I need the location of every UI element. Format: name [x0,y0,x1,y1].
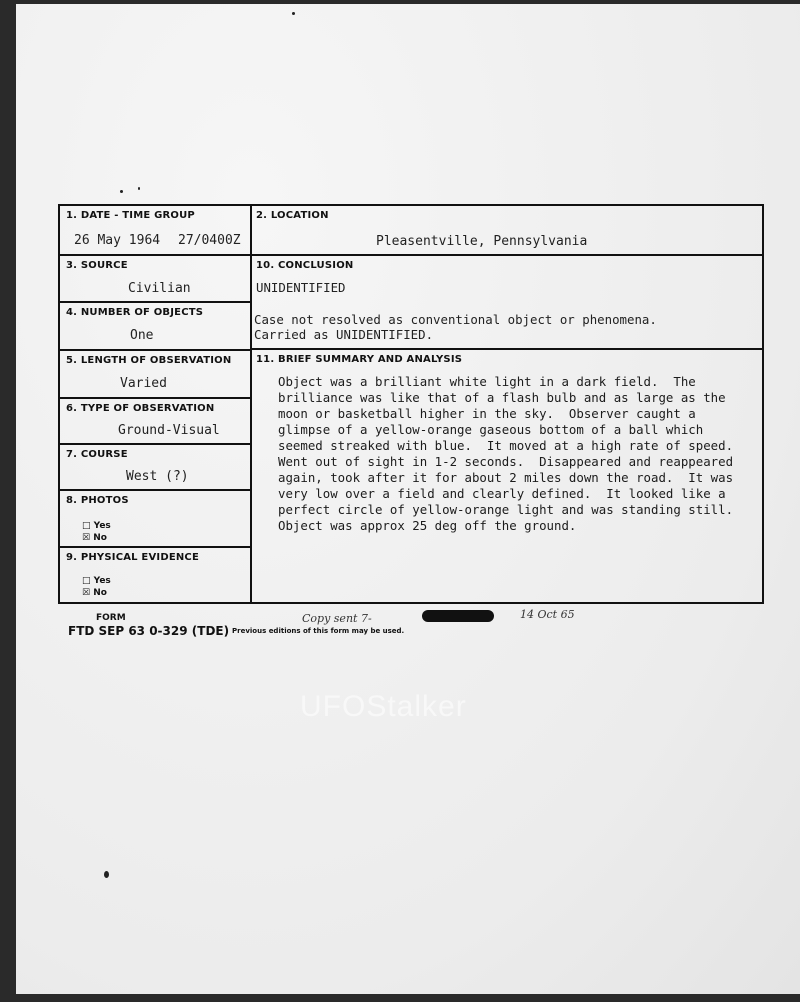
physical-evidence-cell [60,548,250,602]
photos-yes-option: □ Yes [82,521,111,531]
physical-evidence-yes-option: □ Yes [82,576,111,586]
summary-text: Object was a brilliant white light in a dark field. The brilliance was like that of a flash bulb and as large as the moon or basketball higher in the sky. Observer caught a glimpse of a yellow-orange gaseous bottom of a ball which seemed streaked with blue. It moved at a high rate of speed. Went out of sight in 1-2 seconds. Disappeared and reappeared again, took after it for about 2 miles down the road. It was very low over a field and clearly defined. It looked like a perfect circle of yellow-orange light and was standing still. Object was approx 25 deg off the ground. [278,374,734,533]
paper-speck [104,871,109,878]
date-time-cell [60,206,250,256]
ufo-report-form [58,204,764,604]
type-of-observation-value: Ground-Visual [118,423,220,438]
physical-evidence-no-label: No [93,588,107,598]
photos-cell [60,491,250,548]
photos-no-label: No [93,533,107,543]
physical-evidence-label: 9. PHYSICAL EVIDENCE [66,552,199,563]
handwritten-date: 14 Oct 65 [520,608,575,621]
location-label: 2. LOCATION [256,210,329,221]
photos-label: 8. PHOTOS [66,495,129,506]
type-of-observation-cell [60,399,250,445]
conclusion-label: 10. CONCLUSION [256,260,354,271]
redaction-bar [422,610,494,622]
summary-cell [250,350,762,602]
length-of-observation-label: 5. LENGTH OF OBSERVATION [66,355,232,366]
number-of-objects-cell [60,303,250,351]
course-label: 7. COURSE [66,449,128,460]
paper-speck [292,12,295,15]
footer-form-label: FORM [96,613,126,623]
number-of-objects-value: One [130,328,154,343]
conclusion-text-line1: Case not resolved as conventional object or phenomena. [254,312,657,327]
handwritten-copy-note: Copy sent 7- [302,612,372,625]
length-of-observation-value: Varied [120,376,167,391]
form-left-column [60,206,252,602]
source-cell [60,256,250,303]
number-of-objects-label: 4. NUMBER OF OBJECTS [66,307,204,318]
summary-label: 11. BRIEF SUMMARY AND ANALYSIS [256,354,463,365]
source-label: 3. SOURCE [66,260,128,271]
time-value: 27/0400Z [178,233,241,248]
conclusion-text-line2: Carried as UNIDENTIFIED. [254,327,434,342]
physical-evidence-no-option: ☒ No [82,588,107,598]
paper-speck [120,190,123,193]
location-value: Pleasentville, Pennsylvania [376,234,588,249]
date-value: 26 May 1964 [74,233,161,248]
footer-previous-editions: Previous editions of this form may be used. [232,627,405,635]
type-of-observation-label: 6. TYPE OF OBSERVATION [66,403,215,414]
length-of-observation-cell [60,351,250,399]
paper-speck [138,187,140,190]
watermark-text: UFOStalker [300,690,467,723]
physical-evidence-yes-label: Yes [93,576,111,586]
date-time-label: 1. DATE - TIME GROUP [66,210,195,221]
footer-form-number: FTD SEP 63 0-329 (TDE) [68,624,230,638]
conclusion-value: UNIDENTIFIED [256,280,346,295]
conclusion-cell [250,256,762,350]
course-value: West (?) [126,469,189,484]
form-right-column [250,206,762,602]
photos-yes-label: Yes [93,521,111,531]
location-cell [250,206,762,256]
source-value: Civilian [128,281,191,296]
course-cell [60,445,250,491]
photos-no-option: ☒ No [82,533,107,543]
